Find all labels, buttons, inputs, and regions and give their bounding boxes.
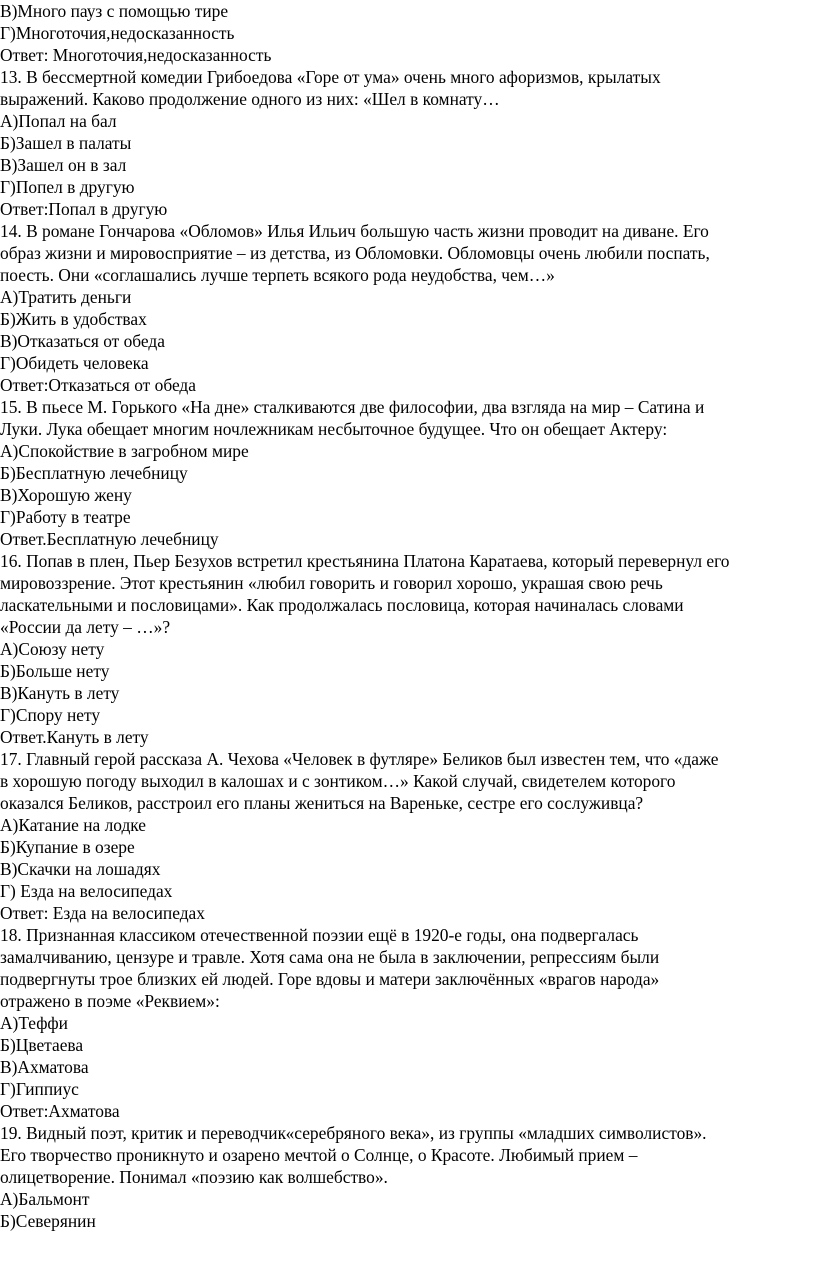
text-line: В)Ахматова <box>0 1057 89 1077</box>
text-line: В)Отказаться от обеда <box>0 331 165 351</box>
text-line: Б)Зашел в палаты <box>0 133 132 153</box>
text-line: Б)Северянин <box>0 1211 96 1231</box>
text-line: 19. Видный поэт, критик и переводчик«серебряного века», из группы «младших символистов». <box>0 1123 707 1143</box>
text-line: А)Спокойствие в загробном мире <box>0 441 249 461</box>
text-line: Б)Больше нету <box>0 661 110 681</box>
text-line: образ жизни и мировосприятие – из детства, из Обломовки. Обломовцы очень любили поспать, <box>0 243 710 263</box>
text-line: Ответ:Попал в другую <box>0 199 168 219</box>
text-line: поесть. Они «соглашались лучше терпеть всякого рода неудобства, чем…» <box>0 265 555 285</box>
text-line: В)Кануть в лету <box>0 683 120 703</box>
text-line: Б)Бесплатную лечебницу <box>0 463 188 483</box>
text-line: Г)Попел в другую <box>0 177 135 197</box>
text-line: В)Зашел он в зал <box>0 155 127 175</box>
text-line: ласкательными и пословицами». Как продолжалась пословица, которая начиналась словами <box>0 595 684 615</box>
text-line: Ответ.Кануть в лету <box>0 727 149 747</box>
text-line: Г)Гиппиус <box>0 1079 79 1099</box>
text-line: отражено в поэме «Реквием»: <box>0 991 220 1011</box>
text-line: в хорошую погоду выходил в калошах и с зонтиком…» Какой случай, свидетелем которого <box>0 771 676 791</box>
text-line: 14. В романе Гончарова «Обломов» Илья Ильич большую часть жизни проводит на диване. Его <box>0 221 709 241</box>
text-line: А)Теффи <box>0 1013 68 1033</box>
text-line: Ответ: Езда на велосипедах <box>0 903 205 923</box>
text-line: Г)Многоточия,недосказанность <box>0 23 235 43</box>
text-line: «России да лету – …»? <box>0 617 171 637</box>
text-line: Его творчество проникнуто и озарено мечтой о Солнце, о Красоте. Любимый прием – <box>0 1145 638 1165</box>
text-line: А)Бальмонт <box>0 1189 90 1209</box>
text-line: олицетворение. Понимал «поэзию как волшебство». <box>0 1167 388 1187</box>
text-line: Г)Обидеть человека <box>0 353 149 373</box>
text-line: 16. Попав в плен, Пьер Безухов встретил крестьянина Платона Каратаева, который перевернул его <box>0 551 730 571</box>
text-line: А)Катание на лодке <box>0 815 147 835</box>
text-line: 17. Главный герой рассказа А. Чехова «Человек в футляре» Беликов был известен тем, что «даже <box>0 749 719 769</box>
text-line: Г) Езда на велосипедах <box>0 881 173 901</box>
text-line: Ответ: Многоточия,недосказанность <box>0 45 272 65</box>
text-line: 15. В пьесе М. Горького «На дне» сталкиваются две философии, два взгляда на мир – Сатина и <box>0 397 705 417</box>
text-line: В)Скачки на лошадях <box>0 859 161 879</box>
text-line: замалчиванию, цензуре и травле. Хотя сама она не была в заключении, репрессиям были <box>0 947 660 967</box>
text-line: Г)Работу в театре <box>0 507 131 527</box>
text-line: подвергнуты трое близких ей людей. Горе вдовы и матери заключённых «врагов народа» <box>0 969 660 989</box>
text-line: А)Попал на бал <box>0 111 117 131</box>
text-line: В)Хорошую жену <box>0 485 132 505</box>
text-line: Б)Купание в озере <box>0 837 135 857</box>
text-line: В)Много пауз с помощью тире <box>0 1 229 21</box>
text-line: 13. В бессмертной комедии Грибоедова «Горе от ума» очень много афоризмов, крылатых <box>0 67 661 87</box>
text-line: Г)Спору нету <box>0 705 101 725</box>
text-line: Б)Жить в удобствах <box>0 309 147 329</box>
text-line: Б)Цветаева <box>0 1035 84 1055</box>
text-line: А)Союзу нету <box>0 639 105 659</box>
text-line: А)Тратить деньги <box>0 287 132 307</box>
text-line: Луки. Лука обещает многим ночлежникам несбыточное будущее. Что он обещает Актеру: <box>0 419 668 439</box>
text-line: мировоззрение. Этот крестьянин «любил говорить и говорил хорошо, украшая свою речь <box>0 573 663 593</box>
text-line: оказался Беликов, расстроил его планы жениться на Вареньке, сестре его сослуживца? <box>0 793 644 813</box>
text-line: Ответ.Бесплатную лечебницу <box>0 529 219 549</box>
text-line: 18. Признанная классиком отечественной поэзии ещё в 1920-е годы, она подвергалась <box>0 925 639 945</box>
text-line: выражений. Каково продолжение одного из них: «Шел в комнату… <box>0 89 500 109</box>
text-line: Ответ:Отказаться от обеда <box>0 375 197 395</box>
text-line: Ответ:Ахматова <box>0 1101 120 1121</box>
